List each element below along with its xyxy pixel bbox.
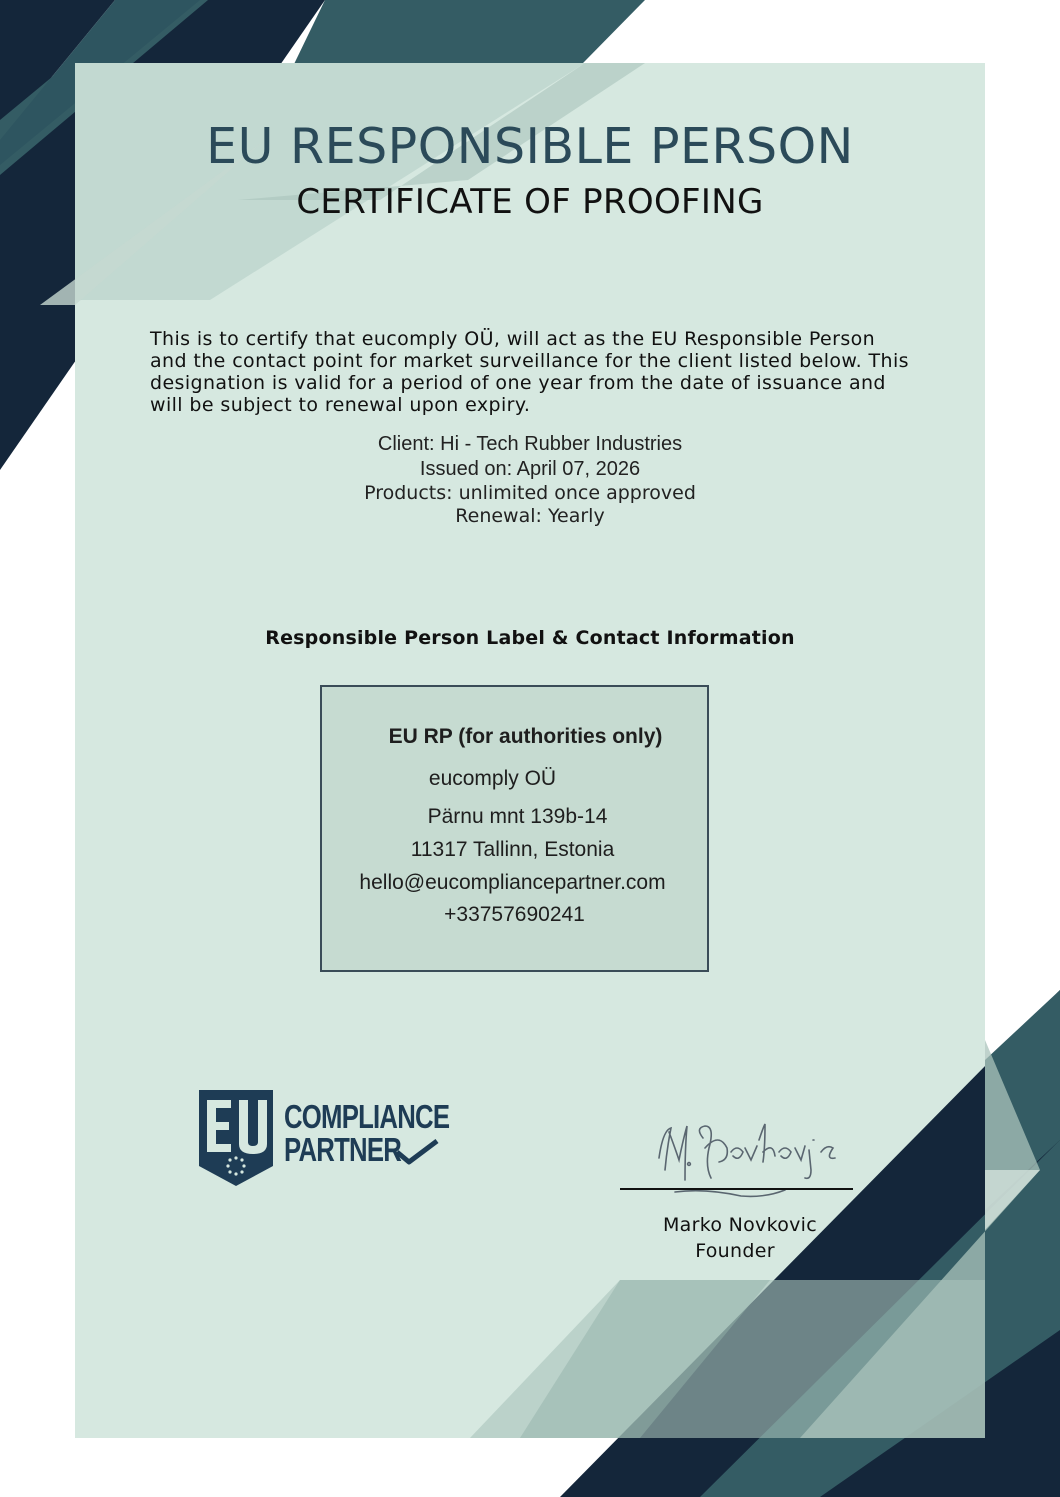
label-street: Pärnu mnt 139b-14 (427, 805, 608, 828)
label-city: 11317 Tallinn, Estonia (410, 838, 615, 861)
signer-name: Marko Novkovic (662, 1214, 818, 1236)
certificate-title: EU RESPONSIBLE PERSON (206, 118, 854, 175)
issued-date-line: Issued on: April 07, 2026 (419, 458, 641, 480)
certification-statement: This is to certify that eucomply OÜ, will act as the EU Responsible Person and the contact point for market surveillance for the client listed below. This designation is valid for a period of one year from the date of issuance and will be subject to renewal upon expiry. (150, 328, 909, 416)
label-section-heading: Responsible Person Label & Contact Information (265, 627, 795, 649)
label-phone: +33757690241 (444, 903, 585, 926)
signature-line (620, 1188, 853, 1190)
eu-shield-icon (197, 1088, 275, 1188)
checkmark-icon (395, 1138, 439, 1166)
client-details (0, 432, 1060, 528)
logo-line-1: COMPLIANCE (284, 1098, 450, 1135)
products-line: Products: unlimited once approved (364, 482, 696, 504)
renewal-line: Renewal: Yearly (455, 505, 605, 527)
eu-compliance-partner-logo (197, 1088, 450, 1190)
certificate-subtitle: CERTIFICATE OF PROOFING (296, 182, 764, 222)
client-line: Client: Hi - Tech Rubber Industries (377, 433, 683, 455)
responsible-person-label (320, 685, 709, 972)
label-title: EU RP (for authorities only) (388, 725, 663, 748)
label-email: hello@eucompliancepartner.com (359, 871, 666, 894)
logo-line-2: PARTNER (284, 1131, 402, 1168)
label-company: eucomply OÜ (428, 767, 557, 790)
handwritten-signature (645, 1118, 845, 1208)
signer-title: Founder (695, 1240, 775, 1262)
